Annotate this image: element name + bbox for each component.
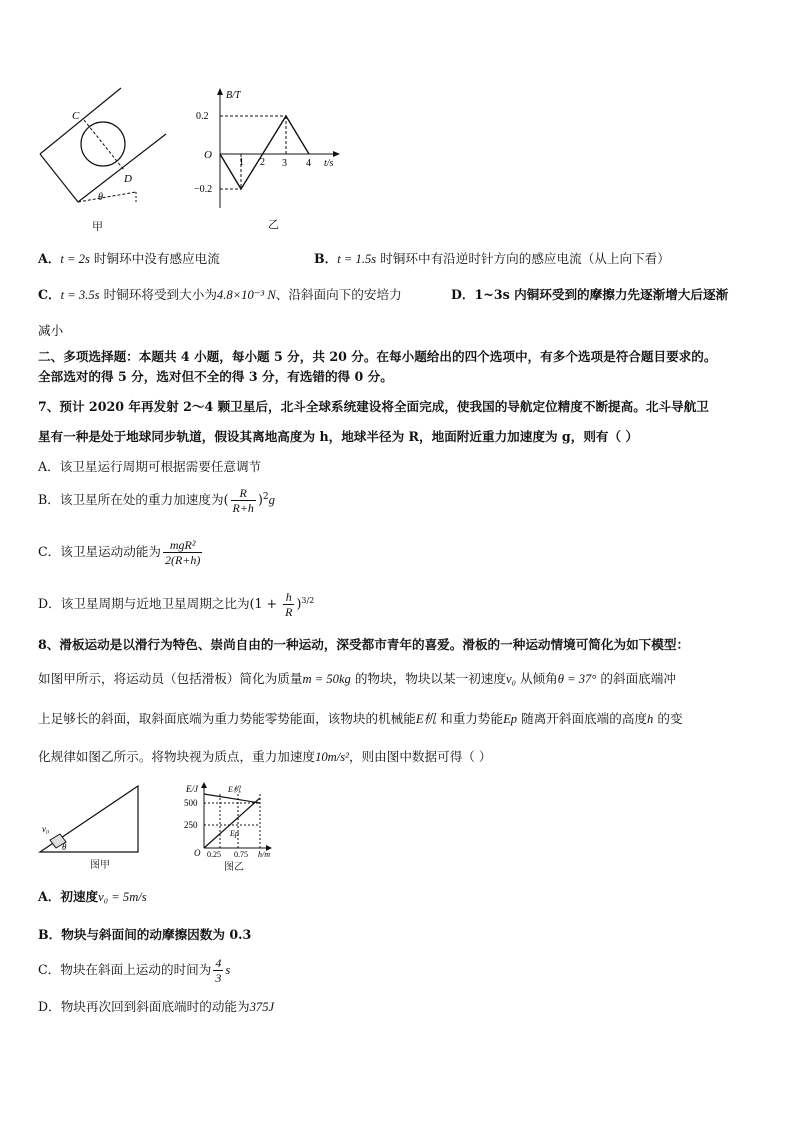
fig2-y-tick-500: 500 (184, 798, 198, 808)
figure-yi-1 (196, 84, 346, 214)
q7-stem-line1: 7、预计 2020 年再发射 2～4 颗卫星后，北斗全球系统建设将全面完成，使我国的导航定位精度不断提高。北斗导航卫 (38, 399, 709, 414)
fig2-x-tick-075: 0.75 (234, 850, 248, 859)
figure-jia-1 (36, 84, 176, 224)
q8-option-c: C．物块在斜面上运动的时间为 $\frac{4}{3}$ s (38, 956, 231, 985)
v0-label: v₀ (42, 824, 50, 834)
q7-option-c: C．该卫星运动动能为 $\frac{\text{mgR²}}{2(R+h)}$ (38, 538, 201, 567)
q7-option-d: D．该卫星周期与近地卫星周期之比为(1 + $\frac{h}{R}$ )$^{3/2}$ (38, 590, 315, 619)
x-tick-1: 1 (239, 157, 244, 168)
q8-stem-line4: 化规律如图乙所示。将物块视为质点，重力加速度10m/s²，则由图中数据可得（ ） (38, 749, 492, 764)
q6-option-c: C．t = 3.5s 时铜环将受到大小为4.8×10⁻³ N、沿斜面向下的安培力 (38, 287, 402, 302)
q8-stem-line3: 上足够长的斜面，取斜面底端为重力势能零势能面，该物块的机械能E机 和重力势能Ep 随离开斜面底端的高度h 的变 (38, 711, 683, 726)
x-tick-2: 2 (260, 157, 265, 168)
label-d: D (124, 173, 132, 185)
q7-option-a: A．该卫星运行周期可根据需要任意调节 (38, 459, 262, 474)
q8-option-a: A．初速度v₀ = 5m/s (38, 889, 147, 904)
origin-label: O (204, 149, 212, 161)
q8-option-d: D．物块再次回到斜面底端时的动能为375J (38, 999, 275, 1014)
q8-stem-line1: 8、滑板运动是以滑行为特色、崇尚自由的一种运动，深受都市青年的喜爱。滑板的一种运动情境可简化为如下模型： (38, 637, 690, 652)
label-theta: θ (98, 192, 103, 203)
y-tick-top: 0.2 (196, 111, 209, 122)
caption-jia: 甲 (92, 220, 103, 233)
fig2-y-tick-250: 250 (184, 820, 198, 830)
theta2-label: θ (62, 842, 67, 852)
fig2-x-tick-025: 0.25 (207, 850, 221, 859)
fig2-x-label: h/m (258, 850, 270, 859)
fig2-origin: O (194, 848, 201, 858)
fig2-eplabel: Ep (230, 829, 239, 838)
q6-option-d: D．1~3s 内铜环受到的摩擦力先逐渐增大后逐渐 (451, 287, 729, 302)
y-axis-label: B/T (226, 90, 241, 101)
label-c: C (72, 110, 80, 122)
fig2-ejilabel: E机 (228, 785, 241, 794)
y-tick-bottom: −0.2 (194, 184, 213, 195)
caption-yi: 乙 (268, 218, 279, 231)
section2-line1: 二、多项选择题：本题共 4 小题，每小题 5 分，共 20 分。在每小题给出的四个选项中，有多个选项是符合题目要求的。 (38, 349, 717, 364)
caption-fig2-jia: 图甲 (90, 860, 110, 871)
q7-option-b: B．该卫星所在处的重力加速度为( $\frac{R}{R+h}$ )$^2$g (38, 486, 275, 515)
caption-fig2-yi: 图乙 (224, 862, 244, 873)
q8-option-b: B．物块与斜面间的动摩擦因数为 0.3 (38, 927, 252, 942)
q6-option-d-cont: 减小 (38, 323, 64, 338)
x-tick-3: 3 (282, 158, 287, 169)
x-tick-4: 4 (306, 158, 311, 169)
q6-option-b: B．t = 1.5s 时铜环中有沿逆时针方向的感应电流（从上向下看） (314, 251, 670, 266)
section2-line2: 全部选对的得 5 分，选对但不全的得 3 分，有选错的得 0 分。 (38, 369, 393, 384)
q6-option-a: A．t = 2s 时铜环中没有感应电流 (38, 251, 220, 266)
q7-stem-line2: 星有一种是处于地球同步轨道，假设其离地高度为 h，地球半径为 R，地面附近重力加速度为 g，则有（ ） (38, 429, 639, 444)
x-axis-label: t/s (324, 158, 334, 169)
q8-stem-line2: 如图甲所示，将运动员（包括滑板）简化为质量m = 50kg 的物块，物块以某一初速度v₀ 从倾角θ = 37° 的斜面底端冲 (38, 671, 676, 686)
fig2-y-label: E/J (186, 784, 198, 794)
figure-yi-2 (182, 780, 282, 866)
